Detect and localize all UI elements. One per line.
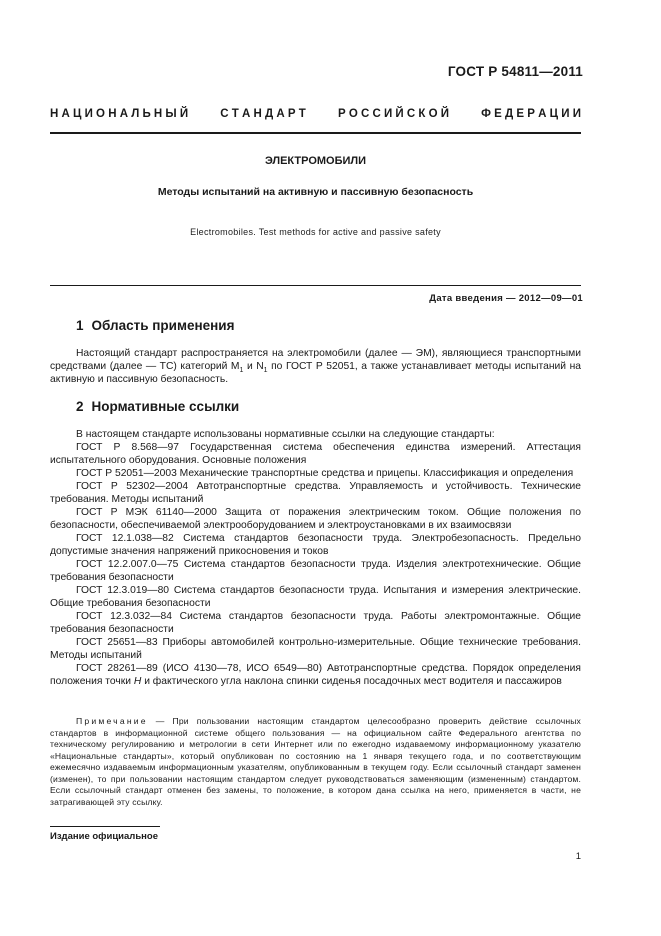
reference-paragraph: ГОСТ 12.2.007.0—75 Система стандартов безопасности труда. Изделия электротехнические. Общие требования безопасности xyxy=(50,559,581,583)
reference-paragraph: ГОСТ Р 8.568—97 Государственная система обеспечения единства измерений. Аттестация испытательного оборудования. Основные положения xyxy=(50,442,581,466)
document-english-title: Electromobiles. Test methods for active and passive safety xyxy=(190,227,441,237)
national-title-word: С Т А Н Д А Р Т xyxy=(220,108,306,120)
reference-paragraph: ГОСТ 28261—89 (ИСО 4130—78, ИСО 6549—80) Автотранспортные средства. Порядок определения положения точки Н и фактического угла наклона спинки сиденья посадочных мест водителя и пассажиров xyxy=(50,663,581,687)
section-number: 2 xyxy=(76,399,84,414)
reference-paragraph: ГОСТ 12.3.032—84 Система стандартов безопасности труда. Работы электромонтажные. Общие требования безопасности xyxy=(50,611,581,635)
gost-number: ГОСТ Р 54811—2011 xyxy=(447,64,583,79)
document-title: ЭЛЕКТРОМОБИЛИ xyxy=(264,155,367,167)
national-title-word: Н А Ц И О Н А Л Ь Н Ы Й xyxy=(50,108,189,120)
document-subtitle: Методы испытаний на активную и пассивную безопасность xyxy=(157,186,474,198)
section-title: Нормативные ссылки xyxy=(91,399,240,414)
national-title-word: Ф Е Д Е Р А Ц И И xyxy=(481,108,581,120)
title-divider xyxy=(50,285,581,286)
note-text: — При пользовании настоящим стандартом целесообразно проверить действие ссылочных стандартов в информационной системе общего пользования — на официальном сайте Федерального агентства по техническому регулированию и метрологии в сети Интернет или по ежегодно издаваемому информационному указателю «Национальные стандарты», который опубликован по состоянию на 1 января текущего года, и по соответствующим ежемесячно издаваемым информационным указателям, опубликованным в текущем году. Если ссылочный стандарт заменен (изменен), то при пользовании настоящим стандартом следует руководствоваться заменяющим (измененным) стандартом. Если ссылочный стандарт отменен без замены, то положение, в котором дана ссылка на него, применяется в части, не затрагивающей эту ссылку. xyxy=(50,716,581,807)
scope-paragraph: Настоящий стандарт распространяется на электромобили (далее — ЭМ), являющиеся транспортными средствами (далее — ТС) категорий $M_1$ и $N_1$ по ГОСТ Р 52051, а также устанавливает методы испытаний на активную и пассивную безопасность. xyxy=(50,348,581,385)
reference-paragraph: ГОСТ 12.1.038—82 Система стандартов безопасности труда. Электробезопасность. Предельно допустимые значения напряжений прикосновения и токов xyxy=(50,533,581,557)
reference-paragraph: В настоящем стандарте использованы нормативные ссылки на следующие стандарты: xyxy=(76,429,495,440)
intro-date: Дата введения — 2012—09—01 xyxy=(429,293,583,304)
reference-paragraph: ГОСТ Р 52302—2004 Автотранспортные средства. Управляемость и устойчивость. Технические требования. Методы испытаний xyxy=(50,481,581,505)
footer-divider xyxy=(50,826,160,827)
page-number: 1 xyxy=(575,851,581,862)
reference-paragraph: ГОСТ Р МЭК 61140—2000 Защита от поражения электрическим током. Общие положения по безопасности, обеспечиваемой электрооборудованием и электроустановками в их взаимосвязи xyxy=(50,507,581,531)
section-1-body xyxy=(50,347,581,386)
national-title-word: Р О С С И Й С К О Й xyxy=(337,108,449,120)
reference-paragraph: ГОСТ Р 52051—2003 Механические транспортные средства и прицепы. Классификация и определения xyxy=(76,468,574,479)
reference-paragraph: ГОСТ 12.3.019—80 Система стандартов безопасности труда. Испытания и измерения электрические. Общие требования безопасности xyxy=(50,585,581,609)
note-block xyxy=(50,716,581,808)
section-1-heading xyxy=(76,318,234,333)
section-2-heading xyxy=(76,399,239,414)
note-label: Примечание xyxy=(76,716,148,726)
section-title: Область применения xyxy=(91,318,235,333)
header-divider xyxy=(50,132,581,134)
section-number: 1 xyxy=(76,318,84,333)
edition-label: Издание официальное xyxy=(50,831,158,842)
national-standard-title xyxy=(50,108,581,120)
section-2-body xyxy=(50,428,581,688)
reference-paragraph: ГОСТ 25651—83 Приборы автомобилей контрольно-измерительные. Общие технические требования. Методы испытаний xyxy=(50,637,581,661)
